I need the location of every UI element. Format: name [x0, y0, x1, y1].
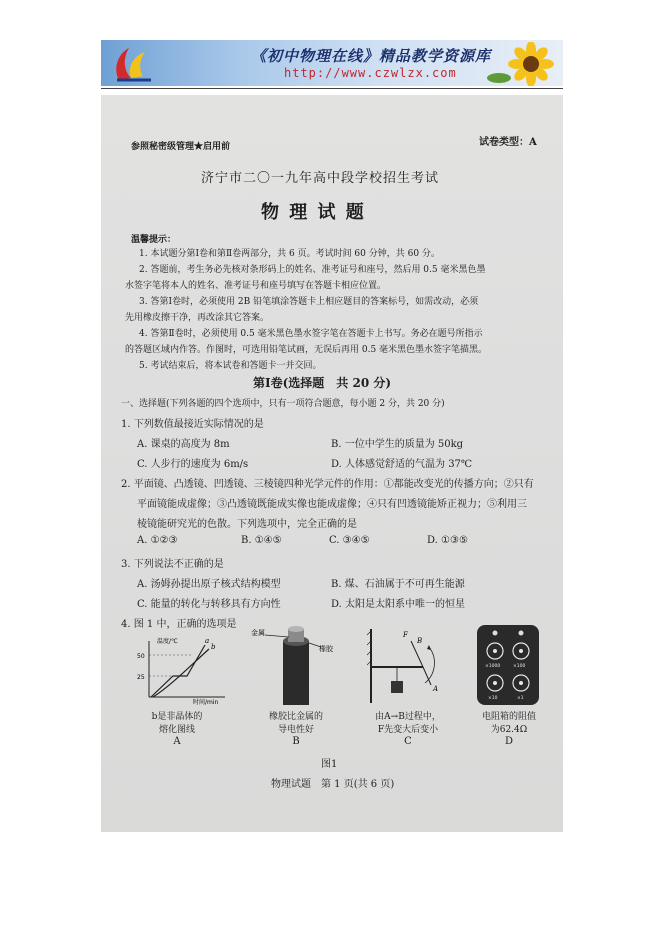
tip-line-1: 1. 本试题分第Ⅰ卷和第Ⅱ卷两部分，共 6 页。考试时间 60 分钟，共 60 分。 — [139, 249, 440, 259]
figure-label: 图1 — [321, 759, 338, 770]
fig-b-label-metal: 金属 — [251, 629, 265, 637]
banner-url[interactable]: http://www.czwlzx.com — [284, 66, 457, 80]
fig-a-letter: A — [173, 736, 181, 747]
fig-d-dial-100: ×100 — [513, 664, 526, 669]
fig-b-caption-2: 导电性好 — [277, 725, 314, 735]
q3-option-c: C. 能量的转化与转移具有方向性 — [137, 599, 281, 610]
q2-line-3: 棱镜能研究光的色散。下列选项中，完全正确的是 — [137, 519, 357, 530]
fig-a-curve-b: b — [211, 643, 216, 651]
fig-b-label-rubber: 橡胶 — [319, 645, 333, 653]
fig-c-lever — [363, 625, 453, 707]
site-banner — [101, 40, 563, 86]
banner-title: 《初中物理在线》精品教学资源库 — [251, 47, 492, 65]
section-title: 第Ⅰ卷(选择题 共 20 分) — [253, 376, 392, 390]
fig-b-caption-1: 橡胶比金属的 — [268, 712, 323, 722]
q4-stem: 4. 图 1 中，正确的选项是 — [121, 619, 237, 630]
fig-d-caption-1: 电阻箱的阻值 — [481, 712, 536, 722]
fig-c-label-a: A — [433, 685, 439, 693]
fig-c-letter: C — [404, 736, 412, 747]
paper-type: 试卷类型：A — [479, 137, 537, 148]
fig-c-caption-2: F先变大后变小 — [377, 725, 439, 735]
q3-option-b: B. 煤、石油属于不可再生能源 — [331, 579, 465, 590]
fig-d-dial-1: ×1 — [517, 696, 524, 701]
secret-level: 参照秘密级管理★启用前 — [131, 142, 231, 152]
fig-d-caption-2: 为62.4Ω — [490, 725, 528, 735]
q2-option-b: B. ①④⑤ — [241, 535, 282, 546]
fig-d-dial-1000: ×1000 — [485, 664, 501, 669]
tip-line-8: 5. 考试结束后，将本试卷和答题卡一并交回。 — [139, 361, 322, 371]
q2-option-c: C. ③④⑤ — [329, 535, 370, 546]
fig-a-melting-graph — [129, 635, 229, 705]
fig-a-tick-25: 25 — [137, 674, 145, 681]
q3-option-a: A. 汤姆孙提出原子核式结构模型 — [137, 579, 281, 590]
q3-option-d: D. 太阳是太阳系中唯一的恒星 — [331, 599, 466, 610]
fig-a-ylabel: 温度/℃ — [157, 638, 178, 645]
fig-b-cable — [251, 625, 341, 707]
q2-option-d: D. ①③⑤ — [427, 535, 468, 546]
fig-a-tick-50: 50 — [137, 653, 145, 660]
tip-line-5: 先用橡皮擦干净，再改涂其它答案。 — [125, 313, 270, 323]
q1-option-b: B. 一位中学生的质量为 50kg — [331, 439, 464, 450]
fig-b-letter: B — [292, 736, 300, 747]
section-instructions: 一、选择题(下列各题的四个选项中，只有一项符合题意，每小题 2 分，共 20 分) — [121, 399, 445, 409]
page-footer: 物理试题 第 1 页(共 6 页) — [271, 779, 395, 790]
site-logo-icon — [111, 44, 155, 84]
tip-line-3: 水签字笔将本人的姓名、准考证号和座号填写在答题卡相应位置。 — [125, 281, 387, 291]
exam-paper-photo — [101, 95, 563, 832]
q2-option-a: A. ①②③ — [137, 535, 178, 546]
banner-divider — [101, 88, 563, 89]
q1-option-c: C. 人步行的速度为 6m/s — [137, 459, 249, 470]
fig-d-resistance-box — [473, 623, 543, 707]
tips-label: 温馨提示： — [131, 235, 177, 245]
q1-option-a: A. 课桌的高度为 8m — [137, 439, 230, 450]
tip-line-6: 4. 答第Ⅱ卷时，必须使用 0.5 毫米黑色墨水签字笔在答题卡上书写。务必在题号所指示 — [139, 329, 483, 339]
fig-c-caption-1: 由A→B过程中， — [375, 712, 441, 722]
q3-stem: 3. 下列说法不正确的是 — [121, 559, 224, 570]
tip-line-2: 2. 答题前，考生务必先核对条形码上的姓名、准考证号和座号，然后用 0.5 毫米黑色墨 — [139, 265, 486, 275]
fig-c-label-f: F — [403, 631, 408, 639]
subject-title: 物 理 试 题 — [261, 202, 366, 223]
q2-line-2: 平面镜能成虚像；③凸透镜既能成实像也能成虚像；④只有凹透镜能矫正视力；⑤利用三 — [137, 499, 527, 510]
fig-c-label-b: B — [417, 637, 423, 645]
tip-line-7: 的答题区域内作答。作图时，可选用铅笔试画，无误后再用 0.5 毫米黑色墨水签字笔描黑。 — [125, 345, 488, 355]
q1-stem: 1. 下列数值最接近实际情况的是 — [121, 419, 264, 430]
fig-a-caption-1: b是非晶体的 — [151, 712, 203, 722]
fig-a-curve-a: a — [205, 637, 210, 645]
sunflower-icon — [487, 42, 557, 86]
fig-a-xlabel: 时间/min — [193, 699, 219, 705]
q1-option-d: D. 人体感觉舒适的气温为 37℃ — [331, 459, 473, 470]
fig-d-letter: D — [504, 736, 514, 747]
exam-title: 济宁市二〇一九年高中段学校招生考试 — [201, 171, 440, 186]
q2-line-1: 2. 平面镜、凸透镜、凹透镜、三棱镜四种光学元件的作用：①都能改变光的传播方向；②只有 — [121, 479, 534, 490]
fig-d-dial-10: ×10 — [488, 696, 498, 701]
fig-a-caption-2: 熔化图线 — [158, 725, 195, 735]
tip-line-4: 3. 答第Ⅰ卷时，必须使用 2B 铅笔填涂答题卡上相应题目的答案标号，如需改动，必须 — [139, 297, 479, 307]
